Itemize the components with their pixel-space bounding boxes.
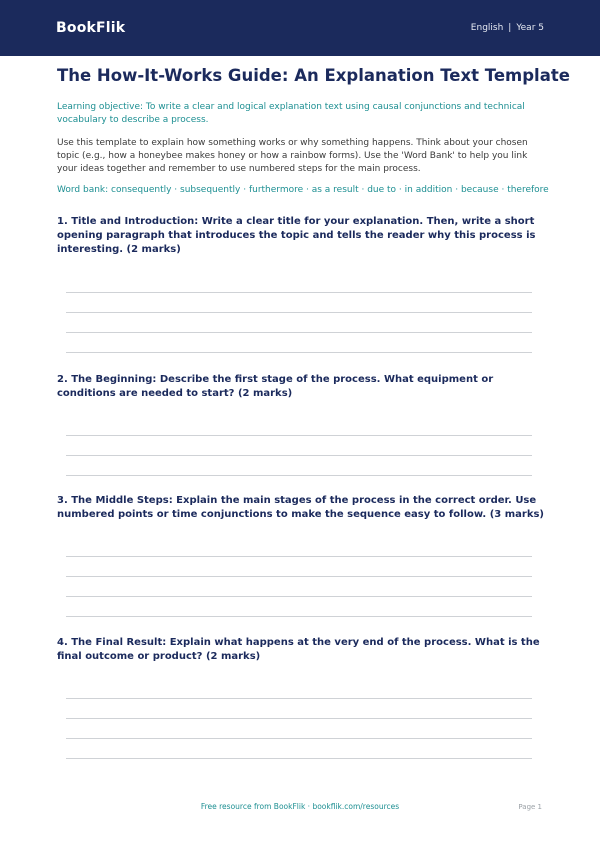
intro-paragraph: Use this template to explain how something works or why something happens. Think about your chosen topic (e.g., how a honeybee makes honey or how a rainbow forms). Use the 'Word Bank' to help you link your ideas together and remember to use numbered steps for the main process. [57,138,528,174]
header-meta [471,23,544,33]
answer-line[interactable] [66,475,532,476]
answer-line[interactable] [66,738,532,739]
answer-line[interactable] [66,596,532,597]
page-number: Page 1 [518,803,542,811]
year-label: Year 5 [516,23,544,33]
answer-line[interactable] [66,576,532,577]
answer-line[interactable] [66,455,532,456]
answer-line[interactable] [66,332,532,333]
answer-line[interactable] [66,758,532,759]
header-bar [0,0,600,56]
answer-line[interactable] [66,616,532,617]
question-1: 1. Title and Introduction: Write a clear title for your explanation. Then, write a short opening paragraph that introduces the topic and tells the reader why this process is interesting. (2 marks) [57,216,536,255]
page-title: The How-It-Works Guide: An Explanation Text Template [57,66,570,85]
answer-line[interactable] [66,312,532,313]
brand-logo[interactable]: BookFlik [56,20,126,36]
answer-line[interactable] [66,698,532,699]
question-3: 3. The Middle Steps: Explain the main stages of the process in the correct order. Use numbered points or time conjunctions to make the sequence easy to follow. (3 marks) [57,495,544,520]
subject-label: English [470,23,504,33]
answer-line[interactable] [66,435,532,436]
answer-line[interactable] [66,556,532,557]
answer-line[interactable] [66,718,532,719]
word-bank: Word bank: consequently · subsequently · furthermore · as a result · due to · in addition · because · therefore [57,185,549,195]
learning-objective: Learning objective: To write a clear and logical explanation text using causal conjunctions and technical vocabulary to describe a process. [57,102,525,125]
footer-credit[interactable]: Free resource from BookFlik · bookflik.com/resources [200,802,400,811]
question-4: 4. The Final Result: Explain what happens at the very end of the process. What is the final outcome or product? (2 marks) [57,637,540,662]
answer-line[interactable] [66,352,532,353]
answer-line[interactable] [66,292,532,293]
question-2: 2. The Beginning: Describe the first stage of the process. What equipment or conditions are needed to start? (2 marks) [57,374,494,399]
meta-separator: | [508,23,512,33]
